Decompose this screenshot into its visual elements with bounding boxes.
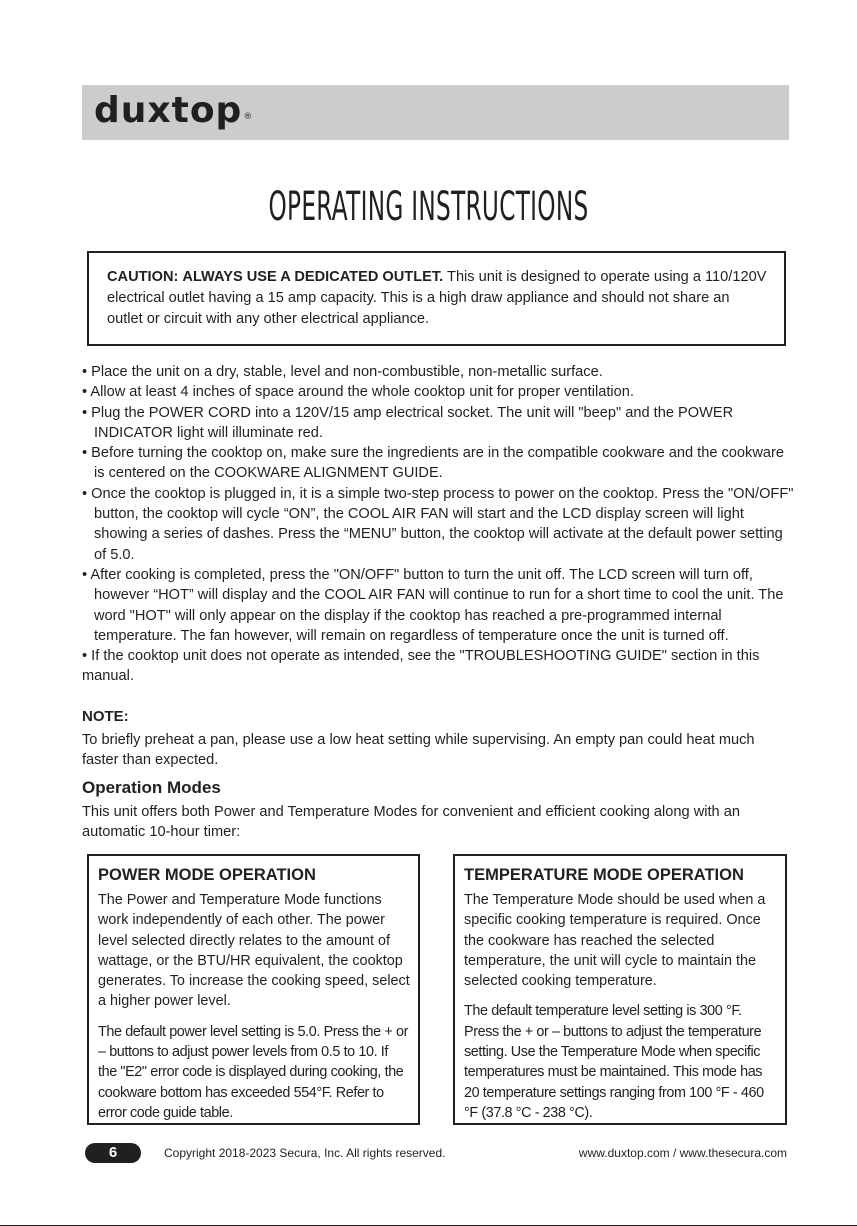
page-title: OPERATING INSTRUCTIONS (268, 184, 589, 230)
list-item: • If the cooktop unit does not operate as intended, see the "TROUBLESHOOTING GUIDE" section in this manual. (82, 648, 760, 685)
list-item: • Place the unit on a dry, stable, level and non-combustible, non-metallic surface. (82, 364, 603, 380)
operation-modes-text: This unit offers both Power and Temperature Modes for convenient and efficient cooking along with an automatic 10-hour timer: (82, 804, 740, 841)
temperature-mode-details: The default temperature level setting is 300 °F. Press the + or – buttons to adjust the temperature setting. Use the Temperature Mode when specific temperatures must be maintained. This mode has 20 temperature settings ranging from 100 °F - 460 °F (37.8 °C - 238 °C). (464, 1003, 764, 1121)
page-footer (0, 1141, 857, 1165)
page-number: 6 (85, 1143, 141, 1163)
temperature-mode-description: The Temperature Mode should be used when a specific cooking temperature is required. Once the cookware has reached the selected temperature, the unit will cycle to maintain the selected cooking temperature. (464, 892, 766, 990)
list-item: • Allow at least 4 inches of space around the whole cooktop unit for proper ventilation. (82, 384, 634, 401)
instruction-list (82, 362, 794, 687)
website-links: www.duxtop.com / www.thesecura.com (578, 1146, 787, 1160)
operation-modes-heading: Operation Modes (82, 778, 221, 797)
temperature-mode-box (453, 854, 787, 1125)
note-heading: NOTE: (82, 708, 129, 725)
list-item: • Before turning the cooktop on, make sure the ingredients are in the compatible cookware and the cookware is centered on the COOKWARE ALIGNMENT GUIDE. (82, 445, 784, 482)
registered-mark: ® (243, 112, 254, 122)
caution-label: CAUTION: (107, 269, 179, 285)
power-mode-description: The Power and Temperature Mode functions work independently of each other. The power level selected directly relates to the amount of wattage, or the BTU/HR equivalent, the cooktop generates. To increase the cooking speed, select a higher power level. (98, 892, 410, 1010)
header-band (82, 85, 789, 140)
caution-text: This unit is designed to operate using a 110/120V electrical outlet having a 15 amp capacity. This is a high draw appliance and should not share an outlet or circuit with any other electrical appliance. (107, 269, 767, 327)
duxtop-logo (94, 86, 253, 136)
power-mode-title: POWER MODE OPERATION (98, 866, 316, 884)
temperature-mode-title: TEMPERATURE MODE OPERATION (464, 866, 744, 884)
list-item: • After cooking is completed, press the "ON/OFF" button to turn the unit off. The LCD screen will turn off, however “HOT” will display and the COOL AIR FAN will continue to run for a short time to cool the unit. The word "HOT" will only appear on the display if the cooktop has reached a pre-programmed internal temperature. The fan however, will remain on regardless of temperature once the unit is turned off. (82, 566, 784, 644)
caution-headline: ALWAYS USE A DEDICATED OUTLET. (182, 269, 444, 285)
list-item: • Once the cooktop is plugged in, it is a simple two-step process to power on the cooktop. Press the "ON/OFF" button, the cooktop will cycle “ON”, the COOL AIR FAN will start and the LCD display screen will light showing a series of dashes. Press the “MENU” button, the cooktop will activate at the default power setting of 5.0. (82, 485, 794, 563)
logo-text: duxtop (94, 90, 243, 131)
power-mode-details: The default power level setting is 5.0. Press the + or – buttons to adjust power levels from 0.5 to 10. If the "E2" error code is displayed during cooking, the cookware bottom has exceeded 554°F. Refer to error code guide table. (98, 1023, 408, 1121)
copyright-text: Copyright 2018-2023 Secura, Inc. All rights reserved. (164, 1146, 446, 1160)
power-mode-box (87, 854, 420, 1125)
note-text: To briefly preheat a pan, please use a low heat setting while supervising. An empty pan could heat much faster than expected. (82, 732, 755, 769)
caution-box (87, 251, 786, 346)
list-item: • Plug the POWER CORD into a 120V/15 amp electrical socket. The unit will "beep" and the POWER INDICATOR light will illuminate red. (82, 404, 734, 441)
